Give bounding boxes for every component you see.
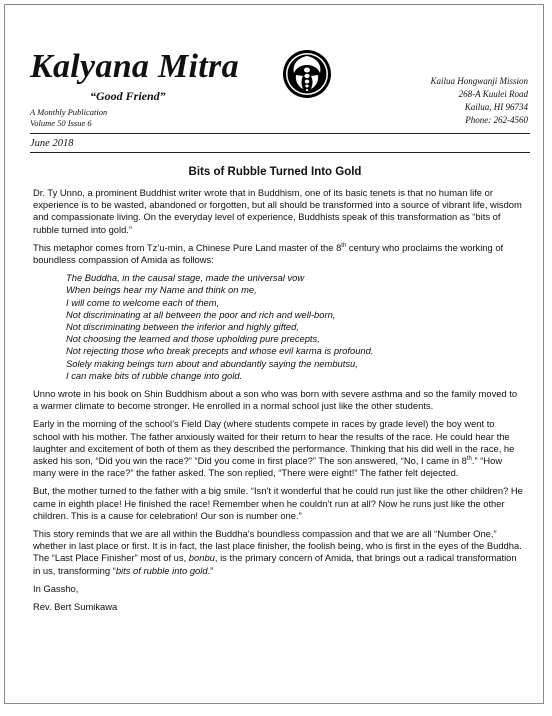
article-title: Bits of Rubble Turned Into Gold: [188, 166, 362, 178]
temple-crest-icon: [282, 49, 332, 99]
newsletter-page: [4, 4, 544, 704]
paragraph-4: Early in the morning of the school’s Field Day (where students compete in races by grade level) the boy went to school with his mother. The father anxiously waited for their return to hear the results of the race. He could hear the laughter and excitement of both of them as they described the performance. Thinking that his did well in the race, he asked his son, “Did you win the race?” “Did you come in first place?” The son answered, “No, I came in 8th.” “How many were in the race?” the father asked. The son replied, “There were eight!” The father felt dejected.: [33, 418, 515, 479]
mission-address: [430, 75, 528, 127]
mission-name: Kailua Hongwanji Mission: [430, 76, 528, 86]
poem-line: Not discriminating between the inferior and highly gifted,: [66, 321, 299, 333]
poem-line: The Buddha, in the causal stage, made the universal vow: [66, 272, 305, 284]
article-body: [33, 187, 523, 619]
poem-line: Not rejecting those who break precepts and whose evil karma is profound.: [66, 345, 374, 357]
paragraph-5: But, the mother turned to the father with a big smile. “Isn’t it wonderful that he could run just like the other children? He came in eighth place! He finished the race! Remember when he couldn’t run at all? Now he runs just like the other children. This is a cause for celebration! Our son is number one.”: [33, 485, 523, 521]
street-address: 268-A Kuulei Road: [458, 89, 528, 99]
phone-number: Phone: 262-4560: [465, 115, 528, 125]
paragraph-1: Dr. Ty Unno, a prominent Buddhist writer wrote that in Buddhism, one of its basic tenets is that no human life or experience is to be wasted, abandoned or forgotten, but all should be transformed into a source of vibrant life, wisdom and compassionate living. On the everyday level of experience, Buddhists speak of this transformation as “bits of rubble turned into gold.”: [33, 187, 522, 235]
masthead-divider-top: [30, 133, 530, 134]
poem-line: Not choosing the learned and those upholding pure precepts,: [66, 333, 320, 345]
paragraph-6: This story reminds that we are all within the Buddha’s boundless compassion and that we are all “Number One,” whether in last place or first. It is in fact, the last place finisher, the foolish being, who is first in the eyes of the Buddha. The “Last Place Finisher” most of us, bonbu, is the primary concern of Amida, that brings out a radical transformation in us, transforming “bits of rubble into gold.”: [33, 528, 522, 576]
volume-issue: Volume 50 Issue 6: [30, 118, 92, 128]
issue-date: June 2018: [30, 138, 74, 149]
signature: Rev. Bert Sumikawa: [33, 601, 118, 613]
closing: In Gassho,: [33, 582, 79, 594]
publication-type: A Monthly Publication: [30, 107, 108, 117]
poem-line: Not discriminating at all between the poor and rich and well-born,: [66, 308, 336, 320]
poem-line: I can make bits of rubble change into gold.: [66, 369, 243, 381]
newsletter-motto: “Good Friend”: [90, 89, 166, 103]
poem-line: When beings hear my Name and think on me,: [66, 284, 257, 296]
newsletter-title: Kalyana Mitra: [30, 48, 239, 85]
paragraph-2: This metaphor comes from Tz’u-min, a Chinese Pure Land master of the 8th century who proclaims the working of boundless compassion of Amida as follows:: [33, 241, 504, 266]
poem-line: I will come to welcome each of them,: [66, 296, 220, 308]
publication-info: [30, 107, 107, 129]
vow-poem: [66, 272, 523, 382]
city-state-zip: Kailua, HI 96734: [464, 102, 528, 112]
masthead: [30, 45, 530, 131]
paragraph-3: Unno wrote in his book on Shin Buddhism about a son who was born with severe asthma and so the family moved to a warmer climate to become stronger. He enrolled in a normal school just like the other students.: [33, 388, 518, 412]
poem-line: Solely making beings turn about and abundantly saying the nembutsu,: [66, 357, 358, 369]
masthead-divider-bottom: [30, 152, 530, 153]
